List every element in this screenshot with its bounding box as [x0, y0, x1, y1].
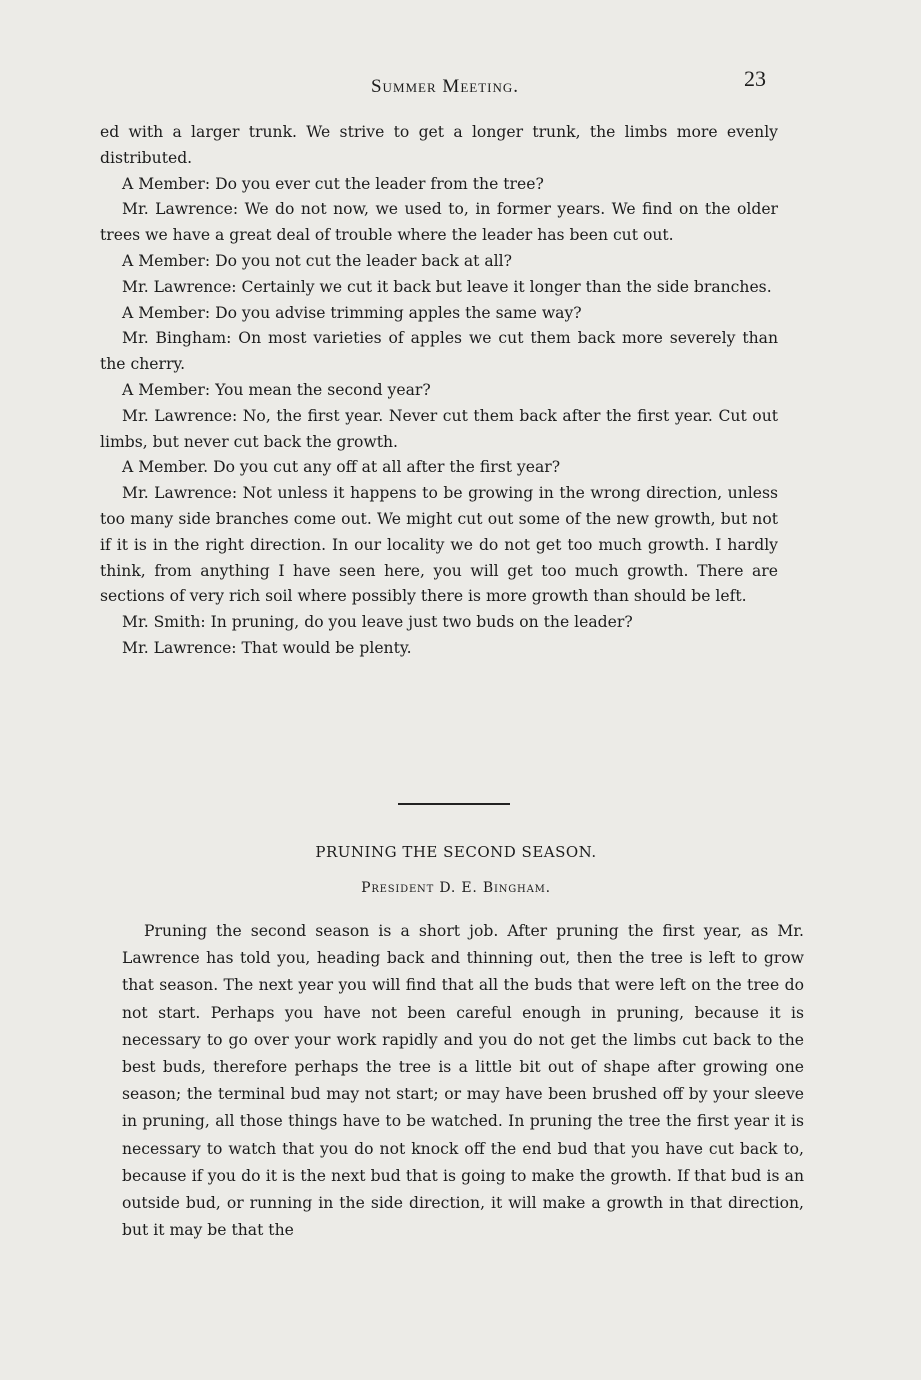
discussion-paragraph: A Member: You mean the second year? — [122, 380, 431, 399]
discussion-paragraph: Mr. Lawrence: No, the first year. Never cut them back after the first year. Cut out limbs, but never cut back the growth. — [100, 406, 778, 451]
discussion-paragraph: A Member: Do you ever cut the leader from the tree? — [122, 174, 544, 193]
discussion-paragraph: Mr. Lawrence: We do not now, we used to, in former years. We find on the older trees we have a great deal of trouble where the leader has been cut out. — [100, 200, 778, 245]
section-byline: President D. E. Bingham. — [361, 880, 551, 896]
page-header — [100, 66, 790, 102]
discussion-paragraph: Mr. Lawrence: Not unless it happens to be growing in the wrong direction, unless too many side branches come out. We might cut out some of the new growth, but not if it is in the right direction. In our locality we do not get too much growth. I hardly think, from anything I have seen here, you will get too much growth. There are sections of very rich soil where possibly there is more growth than should be left. — [100, 484, 778, 606]
discussion-paragraph: A Member: Do you not cut the leader back at all? — [122, 251, 512, 270]
page-number: 23 — [744, 66, 766, 91]
running-head: Summer Meeting. — [370, 76, 519, 97]
discussion-paragraph: A Member. Do you cut any off at all after the first year? — [122, 458, 561, 477]
discussion-paragraph: A Member: Do you advise trimming apples the same way? — [122, 303, 582, 322]
section-title: PRUNING THE SECOND SEASON. — [315, 843, 597, 861]
discussion-paragraph: Mr. Smith: In pruning, do you leave just two buds on the leader? — [122, 613, 633, 632]
discussion-text — [100, 120, 778, 662]
article-paragraph: Pruning the second season is a short job. After pruning the first year, as Mr. Lawrence has told you, heading back and thinning out, then the tree is left to grow that season. The next year you will find that all the buds that were left on the tree do not start. Perhaps you have not been careful enough in pruning, because it is necessary to go over your work rapidly and you do not get the limbs cut back to the best buds, therefore perhaps the tree is a little bit out of shape after growing one season; the terminal bud may not start; or may have been brushed off by your sleeve in pruning, all those things have to be watched. In pruning the tree the first year it is necessary to watch that you do not knock off the end bud that you have cut back to, because if you do it is the next bud that is going to make the growth. If that bud is an outside bud, or running in the side direction, it will make a growth in that direction, but it may be that the — [122, 922, 804, 1240]
section-divider — [398, 803, 510, 805]
discussion-paragraph: Mr. Lawrence: That would be plenty. — [122, 638, 412, 657]
discussion-paragraph: Mr. Lawrence: Certainly we cut it back but leave it longer than the side branches. — [122, 277, 772, 296]
discussion-paragraph: ed with a larger trunk. We strive to get a longer trunk, the limbs more evenly distributed. — [100, 123, 778, 167]
discussion-paragraph: Mr. Bingham: On most varieties of apples we cut them back more severely than the cherry. — [100, 329, 778, 374]
